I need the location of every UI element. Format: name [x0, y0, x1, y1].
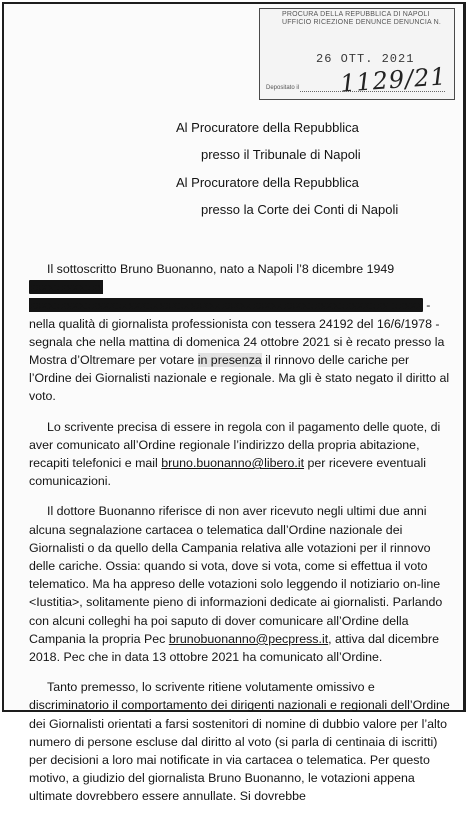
stamp-handwritten-number: 1129/21	[339, 62, 448, 98]
p2-text-b: per ricevere eventuali comunicazioni.	[29, 456, 426, 489]
p3-text-a: Il dottore Buonanno riferisce di non aver ricevuto negli ultimi due anni alcuna segnalazione cartacea o telematica dall’Ordine nazionale dei Giornalisti o da quello della Campania relativa alle votazioni per il rinnovo delle cariche. Ossia: quando si vota, dove si vota, come si effettua il voto telematico. Ma ha appreso delle votazioni solo leggendo il notiziario on-line <Iustitia>, solitamente pieno di informazioni dedicate ai giornalisti. Parlando con alcuni colleghi ha poi saputo di dover comunicare all’Ordine della Campania la propria Pec	[29, 504, 443, 646]
p3-text-b: , attiva dal dicembre 2018. Pec che in data 13 ottobre 2021 ha comunicato all’Ordine.	[29, 631, 440, 665]
p1-text-b: - nella qualità di giornalista professionista con tessera 24192 del 16/6/1978 - segnala che nella mattina di domenica 24 ottobre 2021 si è recato presso la Mostra d’Oltremare per votare	[29, 298, 445, 368]
paragraph-3	[29, 502, 453, 666]
p2-text-a: Lo scrivente precisa di essere in regola con il pagamento delle quote, di aver comunicato all’Ordine regionale l’indirizzo della propria abitazione, recapiti telefonici e mail	[29, 419, 441, 471]
addressee-line-4: presso la Corte dei Conti di Napoli	[201, 202, 399, 217]
redaction-bar: xxxxxxxxxxxx xxxxxxxxxxxxxxxxxxxxxxxxxxxxxxxxxxxxxxxxxxxxxxxxxxxxxxxxxx xxxxx	[29, 280, 423, 313]
highlighted-phrase: in presenza	[197, 353, 262, 368]
paragraph-2	[29, 418, 453, 491]
p1-text-c: il rinnovo delle cariche per l’Ordine dei Giornalisti nazionale e regionale. Ma gli è stato negato il diritto al voto.	[29, 353, 450, 404]
p1-text-a: Il sottoscritto Bruno Buonanno, nato a Napoli l’8 dicembre 1949	[47, 262, 395, 276]
stamp-office-text: PROCURA DELLA REPUBBLICA DI NAPOLI UFFICIO RICEZIONE DENUNCE DENUNCIA N.	[282, 11, 442, 26]
letter-body	[29, 260, 453, 818]
pec-address: brunobuonanno@pecpress.it	[168, 631, 329, 646]
addressee-line-2: presso il Tribunale di Napoli	[201, 147, 361, 162]
stamp-signature-line	[300, 91, 445, 92]
stamp-date: 26 OTT. 2021	[316, 52, 415, 66]
reception-stamp	[259, 8, 455, 100]
p4-text: Tanto premesso, lo scrivente ritiene volutamente omissivo e discriminatorio il comportamento dei dirigenti nazionali e regionali dell’Ordine dei Giornalisti orientati a farsi sostenitori di nomine di dubbio valore per l’alto numero di persone escluse dal diritto al voto (si parla di centinaia di iscritti) per decisioni a loro mai notificate in via cartacea o telematica. Per questo motivo, a giudizio del giornalista Bruno Buonanno, le votazioni appena ultimate dovrebbero essere annullate. Si dovrebbe	[29, 680, 450, 804]
stamp-deposit-label: Depositato il	[266, 85, 300, 91]
addressee-line-1: Al Procuratore della Repubblica	[176, 120, 359, 135]
paragraph-1	[29, 260, 453, 406]
addressee-line-3: Al Procuratore della Repubblica	[176, 175, 359, 190]
document-page	[2, 2, 466, 804]
paragraph-4	[29, 678, 453, 805]
email-address: bruno.buonanno@libero.it	[161, 456, 305, 471]
